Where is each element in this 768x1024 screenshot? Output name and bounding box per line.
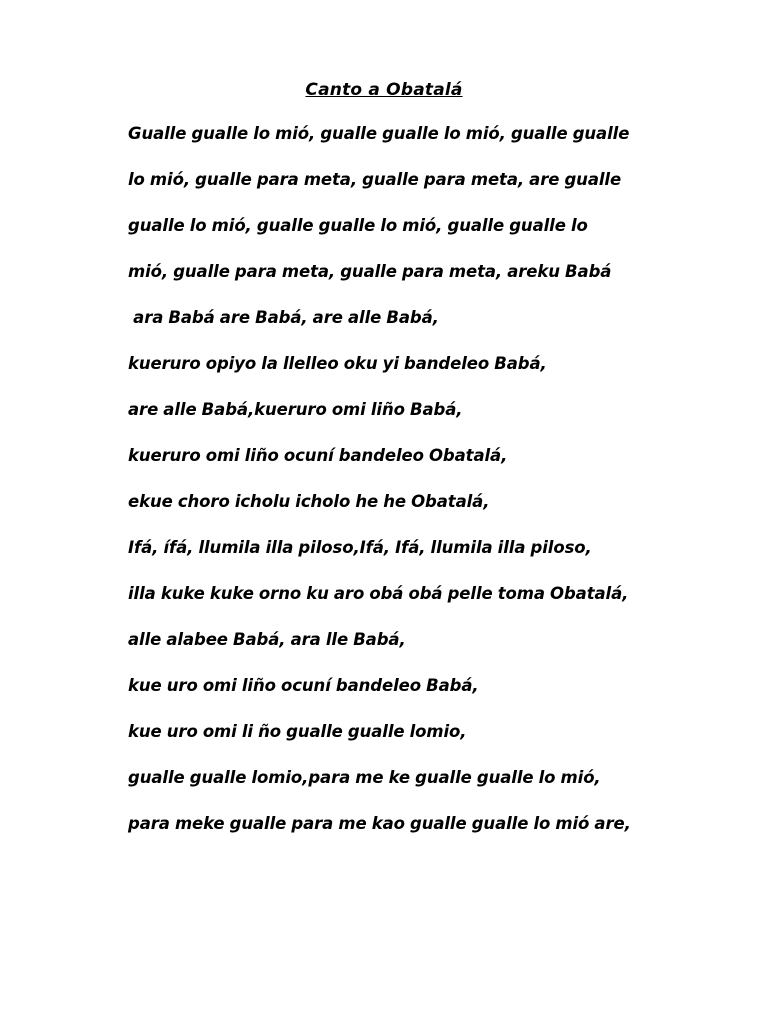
lyric-line: mió, gualle para meta, gualle para meta, areku Babá <box>128 262 612 281</box>
lyric-line: kue uro omi li ño gualle gualle lomio, <box>128 722 467 741</box>
lyric-line: kue uro omi liño ocuní bandeleo Babá, <box>128 676 479 695</box>
document-title: Canto a Obatalá <box>305 80 463 100</box>
lyric-line: ara Babá are Babá, are alle Babá, <box>128 308 439 327</box>
song-lyrics <box>108 126 668 862</box>
lyric-line: Gualle gualle lo mió, gualle gualle lo mió, gualle gualle <box>128 124 630 143</box>
lyric-line: alle alabee Babá, ara lle Babá, <box>128 630 406 649</box>
lyric-line: kueruro omi liño ocuní bandeleo Obatalá, <box>128 446 508 465</box>
lyric-line: gualle lo mió, gualle gualle lo mió, gualle gualle lo <box>128 216 588 235</box>
lyric-line: illa kuke kuke orno ku aro obá obá pelle toma Obatalá, <box>128 584 629 603</box>
lyric-line: lo mió, gualle para meta, gualle para meta, are gualle <box>128 170 622 189</box>
lyric-line: kueruro opiyo la llelleo oku yi bandeleo Babá, <box>128 354 547 373</box>
lyric-line: para meke gualle para me kao gualle gualle lo mió are, <box>128 814 631 833</box>
lyric-line: gualle gualle lomio,para me ke gualle gualle lo mió, <box>128 768 601 787</box>
lyric-line: Ifá, ífá, llumila illa piloso,Ifá, Ifá, llumila illa piloso, <box>128 538 592 557</box>
lyric-line: ekue choro icholu icholo he he Obatalá, <box>128 492 490 511</box>
lyric-line: are alle Babá,kueruro omi liño Babá, <box>128 400 463 419</box>
